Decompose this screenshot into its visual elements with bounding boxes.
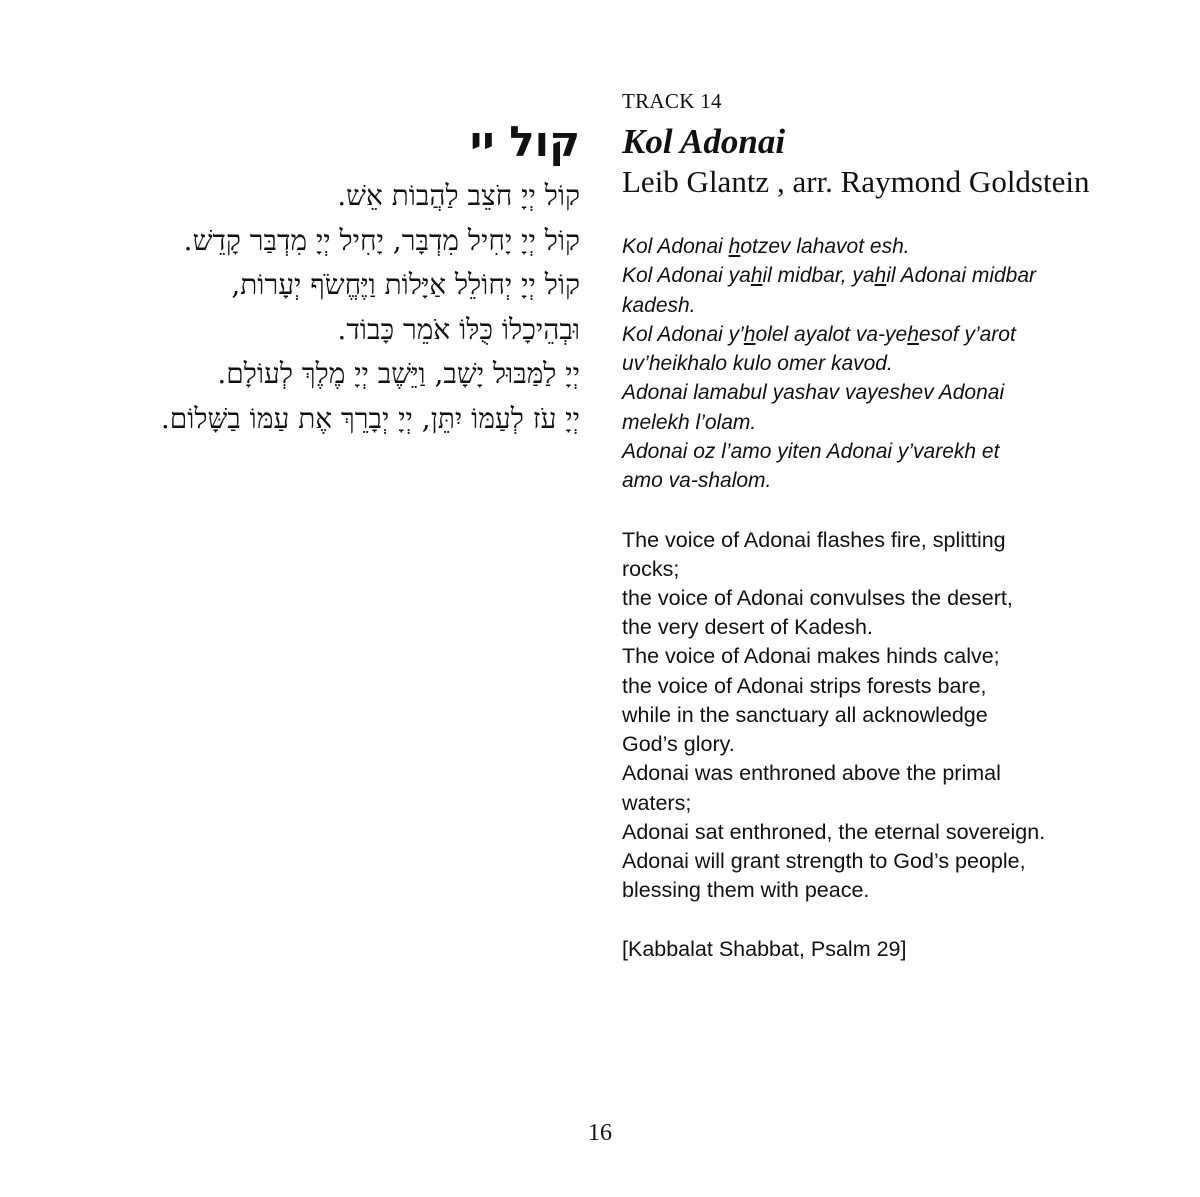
hebrew-text-column — [60, 112, 580, 441]
song-credits: Leib Glantz , arr. Raymond Goldstein — [622, 164, 1090, 199]
hebrew-line: וּבְהֵיכָלוֹ כֻּלּוֹ אֹמֵר כָּבוֹד. — [337, 312, 580, 346]
transliteration-line: Kol Adonai hotzev lahavot esh. — [622, 235, 910, 258]
translation-line: the voice of Adonai strips forests bare, — [622, 673, 987, 698]
transliteration-line: Adonai lamabul yashav vayeshev Adonai — [622, 381, 1005, 405]
translation-line: Adonai was enthroned above the primal — [622, 761, 1001, 786]
hebrew-line: יְיָ לַמַּבּוּל יָשָׁב, וַיֵּשֶׁב יְיָ מֶלֶךְ לְעוֹלָם. — [217, 357, 580, 390]
translation-line: rocks; — [622, 556, 680, 581]
hebrew-line: קוֹל יְיָ יְחוֹלֵל אַיָּלוֹת וַיֶּחֱשֹׂף יְעָרוֹת, — [231, 268, 580, 301]
translation-line: The voice of Adonai makes hinds calve; — [622, 644, 1000, 669]
hebrew-line: יְיָ עֹז לְעַמּוֹ יִתֵּן, יְיָ יְבָרֵךְ אֶת עַמּוֹ בַשָּׁלוֹם. — [160, 401, 580, 435]
song-title: Kol Adonai — [622, 122, 786, 161]
translation-line: The voice of Adonai flashes fire, splitting — [622, 527, 1006, 552]
translation-line: blessing them with peace. — [622, 878, 870, 903]
transliteration-line: Kol Adonai y’holel ayalot va-yehesof y’arot — [622, 322, 1016, 346]
transliteration-line: Adonai oz l’amo yiten Adonai y’varekh et — [622, 440, 1000, 464]
page-number: 16 — [588, 1120, 612, 1146]
translation-line: the very desert of Kadesh. — [622, 615, 873, 640]
translation-block — [622, 526, 1142, 906]
transliteration-line: kadesh. — [622, 293, 696, 317]
transliteration-line: amo va-shalom. — [622, 469, 772, 493]
source-citation: [Kabbalat Shabbat, Psalm 29] — [622, 937, 907, 962]
hebrew-line: קוֹל יְיָ יָחִיל מִדְבָּר, יָחִיל יְיָ מִדְבַּר קָדֵשׁ. — [183, 223, 580, 257]
hebrew-line: קוֹל יְיָ חֹצֵב לַהֲבוֹת אֵשׁ. — [337, 179, 580, 212]
translation-line: the voice of Adonai convulses the desert, — [622, 586, 1013, 611]
transliteration-line: melekh l’olam. — [622, 410, 757, 434]
track-label: TRACK 14 — [622, 89, 722, 113]
transliteration-line: Kol Adonai yahil midbar, yahil Adonai midbar — [622, 264, 1037, 288]
transliteration-block — [622, 232, 1142, 496]
translation-line: Adonai will grant strength to God’s people, — [622, 848, 1026, 873]
translation-line: Adonai sat enthroned, the eternal sovereign. — [622, 819, 1046, 844]
translation-line: while in the sanctuary all acknowledge — [622, 702, 988, 727]
translation-line: waters; — [622, 790, 692, 815]
translation-line: God’s glory. — [622, 732, 735, 757]
hebrew-title: קול יי — [469, 117, 580, 166]
transliteration-line: uv’heikhalo kulo omer kavod. — [622, 352, 893, 376]
track-info-column — [622, 86, 1142, 964]
